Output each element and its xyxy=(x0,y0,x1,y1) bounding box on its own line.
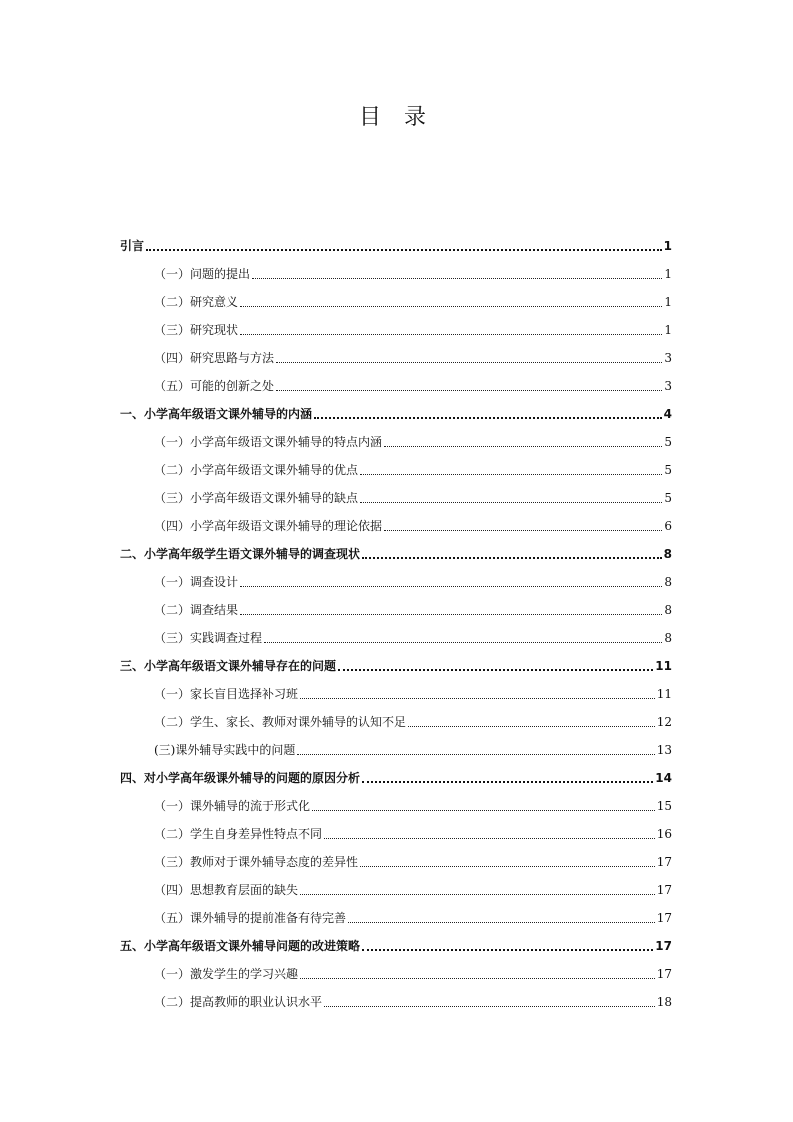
toc-section-entry[interactable] xyxy=(120,982,672,1010)
toc-dot-leader xyxy=(300,894,655,895)
toc-entry-page-number: 8 xyxy=(663,547,672,561)
toc-entry-page-number: 17 xyxy=(656,855,672,869)
toc-section-entry[interactable] xyxy=(120,506,672,534)
toc-dot-leader xyxy=(384,446,662,447)
toc-dot-leader xyxy=(240,334,662,335)
toc-section-entry[interactable] xyxy=(120,366,672,394)
toc-section-entry[interactable] xyxy=(120,254,672,282)
toc-entry-page-number: 5 xyxy=(664,463,672,477)
toc-section-entry[interactable] xyxy=(120,618,672,646)
toc-entry-label: （一）问题的提出 xyxy=(154,267,251,281)
toc-entry-label: （三）教师对于课外辅导态度的差异性 xyxy=(154,855,359,869)
toc-dot-leader xyxy=(338,669,653,671)
toc-entry-label: （二）调查结果 xyxy=(154,603,239,617)
toc-entry-label: 一、小学高年级语文课外辅导的内涵 xyxy=(120,407,313,421)
toc-entry-page-number: 1 xyxy=(664,323,672,337)
toc-dot-leader xyxy=(384,530,662,531)
toc-dot-leader xyxy=(324,838,655,839)
toc-chapter-entry[interactable] xyxy=(120,758,672,786)
toc-section-entry[interactable] xyxy=(120,450,672,478)
toc-section-entry[interactable] xyxy=(120,730,672,758)
toc-dot-leader xyxy=(297,754,654,755)
toc-dot-leader xyxy=(362,557,662,559)
toc-entry-page-number: 12 xyxy=(656,715,672,729)
toc-entry-label: 五、小学高年级语文课外辅导问题的改进策略 xyxy=(120,939,361,953)
toc-dot-leader xyxy=(300,978,655,979)
toc-entry-page-number: 5 xyxy=(664,435,672,449)
toc-section-entry[interactable] xyxy=(120,954,672,982)
toc-section-entry[interactable] xyxy=(120,338,672,366)
toc-entry-label: （五）课外辅导的提前准备有待完善 xyxy=(154,911,347,925)
toc-entry-label: （一）小学高年级语文课外辅导的特点内涵 xyxy=(154,435,383,449)
toc-section-entry[interactable] xyxy=(120,562,672,590)
toc-section-entry[interactable] xyxy=(120,310,672,338)
toc-dot-leader xyxy=(362,781,653,783)
toc-entry-label: （一）课外辅导的流于形式化 xyxy=(154,799,311,813)
toc-section-entry[interactable] xyxy=(120,422,672,450)
toc-dot-leader xyxy=(240,614,662,615)
toc-entry-page-number: 5 xyxy=(664,491,672,505)
toc-chapter-entry[interactable] xyxy=(120,226,672,254)
toc-entry-page-number: 3 xyxy=(664,351,672,365)
toc-entry-label: (三)课外辅导实践中的问题 xyxy=(154,743,296,757)
toc-section-entry[interactable] xyxy=(120,870,672,898)
toc-entry-label: （二）提高教师的职业认识水平 xyxy=(154,995,323,1009)
toc-entry-label: 三、小学高年级语文课外辅导存在的问题 xyxy=(120,659,337,673)
toc-entry-label: （五）可能的创新之处 xyxy=(154,379,275,393)
toc-section-entry[interactable] xyxy=(120,814,672,842)
toc-entry-page-number: 16 xyxy=(656,827,672,841)
toc-dot-leader xyxy=(408,726,655,727)
toc-entry-label: （三）研究现状 xyxy=(154,323,239,337)
toc-entry-label: （二）小学高年级语文课外辅导的优点 xyxy=(154,463,359,477)
toc-dot-leader xyxy=(252,278,662,279)
toc-entry-label: 引言 xyxy=(120,239,145,253)
toc-entry-label: （三）实践调查过程 xyxy=(154,631,263,645)
toc-section-entry[interactable] xyxy=(120,898,672,926)
toc-dot-leader xyxy=(276,390,662,391)
toc-chapter-entry[interactable] xyxy=(120,534,672,562)
toc-entry-page-number: 6 xyxy=(664,519,672,533)
toc-entry-page-number: 11 xyxy=(656,687,672,701)
toc-section-entry[interactable] xyxy=(120,282,672,310)
toc-dot-leader xyxy=(312,810,655,811)
toc-section-entry[interactable] xyxy=(120,702,672,730)
toc-entry-label: （四）思想教育层面的缺失 xyxy=(154,883,299,897)
toc-section-entry[interactable] xyxy=(120,478,672,506)
toc-entry-page-number: 17 xyxy=(656,967,672,981)
toc-entry-label: 四、对小学高年级课外辅导的问题的原因分析 xyxy=(120,771,361,785)
toc-entry-page-number: 1 xyxy=(663,239,672,253)
toc-entry-page-number: 15 xyxy=(656,799,672,813)
toc-entry-page-number: 8 xyxy=(664,603,672,617)
toc-section-entry[interactable] xyxy=(120,786,672,814)
toc-entry-label: （三）小学高年级语文课外辅导的缺点 xyxy=(154,491,359,505)
toc-entry-page-number: 8 xyxy=(664,631,672,645)
toc-entry-page-number: 4 xyxy=(663,407,672,421)
toc-dot-leader xyxy=(314,417,662,419)
toc-dot-leader xyxy=(348,922,655,923)
toc-dot-leader xyxy=(240,586,662,587)
toc-chapter-entry[interactable] xyxy=(120,926,672,954)
table-of-contents xyxy=(120,226,672,1010)
toc-entry-page-number: 18 xyxy=(656,995,672,1009)
toc-entry-page-number: 14 xyxy=(655,771,672,785)
toc-dot-leader xyxy=(324,1006,655,1007)
toc-entry-label: （四）研究思路与方法 xyxy=(154,351,275,365)
toc-entry-label: （一）家长盲目选择补习班 xyxy=(154,687,299,701)
page-title: 目 录 xyxy=(359,105,434,130)
toc-entry-label: （二）学生自身差异性特点不同 xyxy=(154,827,323,841)
toc-dot-leader xyxy=(146,249,662,251)
toc-section-entry[interactable] xyxy=(120,590,672,618)
toc-entry-label: （二）学生、家长、教师对课外辅导的认知不足 xyxy=(154,715,407,729)
toc-dot-leader xyxy=(264,642,662,643)
toc-entry-label: 二、小学高年级学生语文课外辅导的调查现状 xyxy=(120,547,361,561)
toc-dot-leader xyxy=(362,949,653,951)
toc-dot-leader xyxy=(276,362,662,363)
toc-entry-page-number: 8 xyxy=(664,575,672,589)
toc-entry-label: （二）研究意义 xyxy=(154,295,239,309)
toc-chapter-entry[interactable] xyxy=(120,394,672,422)
toc-entry-label: （一）激发学生的学习兴趣 xyxy=(154,967,299,981)
toc-entry-page-number: 1 xyxy=(664,295,672,309)
toc-dot-leader xyxy=(360,502,662,503)
toc-entry-page-number: 13 xyxy=(656,743,672,757)
toc-entry-label: （四）小学高年级语文课外辅导的理论依据 xyxy=(154,519,383,533)
toc-dot-leader xyxy=(360,866,655,867)
toc-section-entry[interactable] xyxy=(120,674,672,702)
toc-dot-leader xyxy=(240,306,662,307)
toc-entry-page-number: 1 xyxy=(664,267,672,281)
toc-chapter-entry[interactable] xyxy=(120,646,672,674)
toc-entry-page-number: 3 xyxy=(664,379,672,393)
toc-section-entry[interactable] xyxy=(120,842,672,870)
toc-entry-page-number: 11 xyxy=(655,659,672,673)
toc-entry-label: （一）调查设计 xyxy=(154,575,239,589)
toc-entry-page-number: 17 xyxy=(655,939,672,953)
toc-entry-page-number: 17 xyxy=(656,911,672,925)
toc-entry-page-number: 17 xyxy=(656,883,672,897)
toc-dot-leader xyxy=(360,474,662,475)
toc-dot-leader xyxy=(300,698,655,699)
